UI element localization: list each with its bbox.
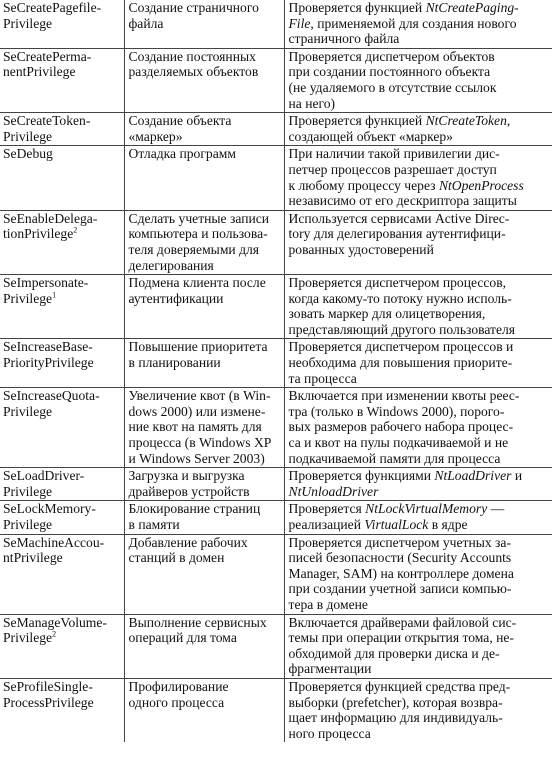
privilege-description (289, 679, 511, 741)
privilege-name: SeManageVolume- Privilege (3, 614, 107, 646)
privilege-name: SeEnableDelega- tionPrivilege (3, 210, 98, 242)
function-name: NtLockVirtualMemory (365, 501, 488, 517)
privilege-purpose: Создание объекта «маркер» (128, 113, 232, 144)
privilege-name: SeImpersonate- Privilege (3, 275, 89, 306)
privilege-description-cell (284, 0, 552, 48)
table-row (0, 339, 552, 388)
privilege-purpose-cell (124, 678, 284, 742)
privilege-purpose: Профилирование одного процесса (128, 678, 229, 710)
privilege-description (289, 211, 510, 257)
footnote-marker: 2 (52, 629, 57, 639)
privilege-purpose: Добавление рабочих станций в домен (128, 534, 248, 566)
privilege-purpose-cell (124, 614, 284, 678)
description-text: Проверяется диспетчером объектов при создании постоянного объекта (не удаляемого в отсутствие ссылок на него) (288, 48, 497, 111)
table-row (0, 0, 552, 48)
privilege-name-cell (0, 339, 124, 388)
privilege-purpose-cell (124, 339, 284, 388)
privilege-purpose-cell (124, 210, 284, 274)
privilege-purpose: Загрузка и выгрузка драйверов устройств (128, 468, 250, 499)
description-text: Проверяется (288, 501, 366, 517)
privilege-purpose: Отладка программ (128, 146, 236, 162)
table-row (0, 146, 552, 210)
privilege-name-cell (0, 146, 124, 210)
description-text: , применяемой для создания нового страничного файла (288, 15, 517, 47)
privilege-name: SeIncreaseQuota- Privilege (3, 388, 100, 419)
description-text: , создающей объект «маркер» (288, 113, 511, 144)
privilege-purpose-cell (124, 275, 284, 339)
privilege-purpose-cell (124, 146, 284, 210)
description-text: Включается драйверами файловой сис- темы при операции открытия тома, не- обходимой для проверки диска и де- фрагментации (288, 614, 517, 677)
privilege-purpose: Сделать учетные записи компьютера и пользова- теля доверяемыми для делегирования (128, 210, 270, 273)
privilege-description (289, 113, 511, 144)
description-text: Проверяется диспетчером процессов, когда какому-то потоку нужно исполь- зовать маркер для олицетворения, представляющий другого пользователя (288, 275, 516, 337)
description-text: в ядре (428, 517, 468, 532)
privilege-description (289, 388, 520, 465)
description-text: Проверяется функцией (288, 0, 426, 15)
privilege-description-cell (284, 468, 552, 501)
privilege-name: SeLockMemory- Privilege (3, 501, 96, 532)
privilege-name: SeProfileSingle- ProcessPrivilege (3, 678, 94, 710)
privilege-description-cell (284, 113, 552, 146)
privilege-name: SeCreatePerma- nentPrivilege (3, 48, 92, 80)
privilege-name: SeCreatePagefile- Privilege (3, 0, 102, 31)
table-row (0, 210, 552, 274)
privilege-description-cell (284, 146, 552, 210)
description-text: При наличии такой привилегии дис- петчер процессов разрешает доступ к любому процессу через (288, 146, 500, 193)
privilege-purpose-cell (124, 48, 284, 112)
privilege-name-cell (0, 388, 124, 468)
table-row (0, 534, 552, 614)
privilege-description-cell (284, 388, 552, 468)
privilege-name-cell (0, 501, 124, 534)
description-text: Проверяется диспетчером учетных за- писей безопасности (Security Accounts Manager, SAM) на контроллере домена при создании учетной записи компью- тера в домене (288, 534, 514, 612)
privilege-purpose-cell (124, 501, 284, 534)
function-name: NtCreatePaging- File (288, 0, 519, 31)
privilege-description-cell (284, 501, 552, 534)
privilege-name: SeMachineAccou- ntPrivilege (3, 534, 105, 566)
privilege-purpose-cell (124, 388, 284, 468)
function-name: NtOpenProcess (438, 177, 524, 193)
function-name: NtLoadDriver (434, 468, 512, 484)
description-text: — реализацией (288, 501, 505, 532)
privilege-description (289, 49, 497, 111)
privilege-purpose-cell (124, 113, 284, 146)
description-text: и (514, 468, 523, 484)
table-row (0, 468, 552, 501)
function-name: NtUnloadDriver (288, 483, 379, 499)
description-text: Включается при изменении квоты реес- тра (только в Windows 2000), порого- вых размеров рабочего набора процес- са и квот на пулы подкачиваемой и не подкачиваемой памяти для процесса (288, 388, 520, 466)
privilege-name: SeIncreaseBase- PriorityPrivilege (3, 339, 94, 371)
privilege-purpose: Повышение приоритета в планировании (128, 339, 268, 371)
privilege-description (289, 468, 523, 499)
table-row (0, 614, 552, 678)
privilege-description-cell (284, 339, 552, 388)
table-row (0, 113, 552, 146)
table-row (0, 388, 552, 468)
privilege-name-cell (0, 113, 124, 146)
description-text: Проверяется функцией средства пред- выборки (prefetcher), которая возвра- щает информацию для индивидуаль- ного процесса (288, 678, 511, 741)
privilege-purpose: Создание постоянных разделяемых объектов (128, 48, 259, 80)
footnote-marker: 1 (52, 290, 57, 300)
privilege-description (289, 615, 517, 677)
privilege-name-cell (0, 210, 124, 274)
privilege-name-cell (0, 468, 124, 501)
function-name: VirtualLock (364, 517, 429, 532)
privilege-purpose-cell (124, 0, 284, 48)
privilege-purpose: Создание страничного файла (128, 0, 259, 31)
privilege-description (289, 535, 514, 612)
table-row (0, 275, 552, 339)
description-text: Проверяется диспетчером процессов и необходима для повышения приорите- та процесса (288, 339, 514, 386)
function-name: NtCreateToken (425, 113, 507, 129)
privilege-purpose: Выполнение сервисных операций для тома (128, 614, 267, 646)
privilege-name: SeDebug (3, 146, 53, 162)
privilege-description-cell (284, 614, 552, 678)
privilege-name: SeCreateToken- Privilege (3, 113, 91, 144)
table-row (0, 48, 552, 112)
footnote-marker: 2 (73, 225, 78, 235)
table-row (0, 678, 552, 742)
description-text: Проверяется функциями (288, 468, 435, 484)
privilege-description (289, 0, 519, 46)
description-text: Проверяется функцией (288, 113, 426, 129)
privilege-name-cell (0, 678, 124, 742)
privilege-name: SeLoadDriver- Privilege (3, 468, 85, 499)
description-text: независимо от его дескриптора защиты (288, 193, 517, 209)
privilege-name-cell (0, 614, 124, 678)
privilege-description-cell (284, 678, 552, 742)
table-row (0, 501, 552, 534)
privilege-purpose-cell (124, 468, 284, 501)
privilege-name-cell (0, 534, 124, 614)
privilege-name-cell (0, 48, 124, 112)
privilege-name-cell (0, 275, 124, 339)
privilege-description-cell (284, 534, 552, 614)
privilege-purpose-cell (124, 534, 284, 614)
privilege-description-cell (284, 48, 552, 112)
privilege-purpose: Подмена клиента после аутентификации (128, 275, 266, 306)
privilege-description-cell (284, 210, 552, 274)
description-text: Используется сервисами Active Direc- tory для делегирования аутентифици- рованных удостоверений (288, 210, 510, 257)
privilege-description (289, 146, 524, 208)
privilege-purpose: Увеличение квот (в Win- dows 2000) или измене- ние квот на память для процесса (в Windows XP и Windows Server 2003) (128, 388, 272, 466)
privilege-description (289, 339, 514, 385)
privilege-purpose: Блокирование страниц в памяти (128, 501, 261, 532)
privilege-description (289, 275, 516, 337)
privilege-description (289, 501, 505, 532)
privilege-name-cell (0, 0, 124, 48)
privilege-description-cell (284, 275, 552, 339)
